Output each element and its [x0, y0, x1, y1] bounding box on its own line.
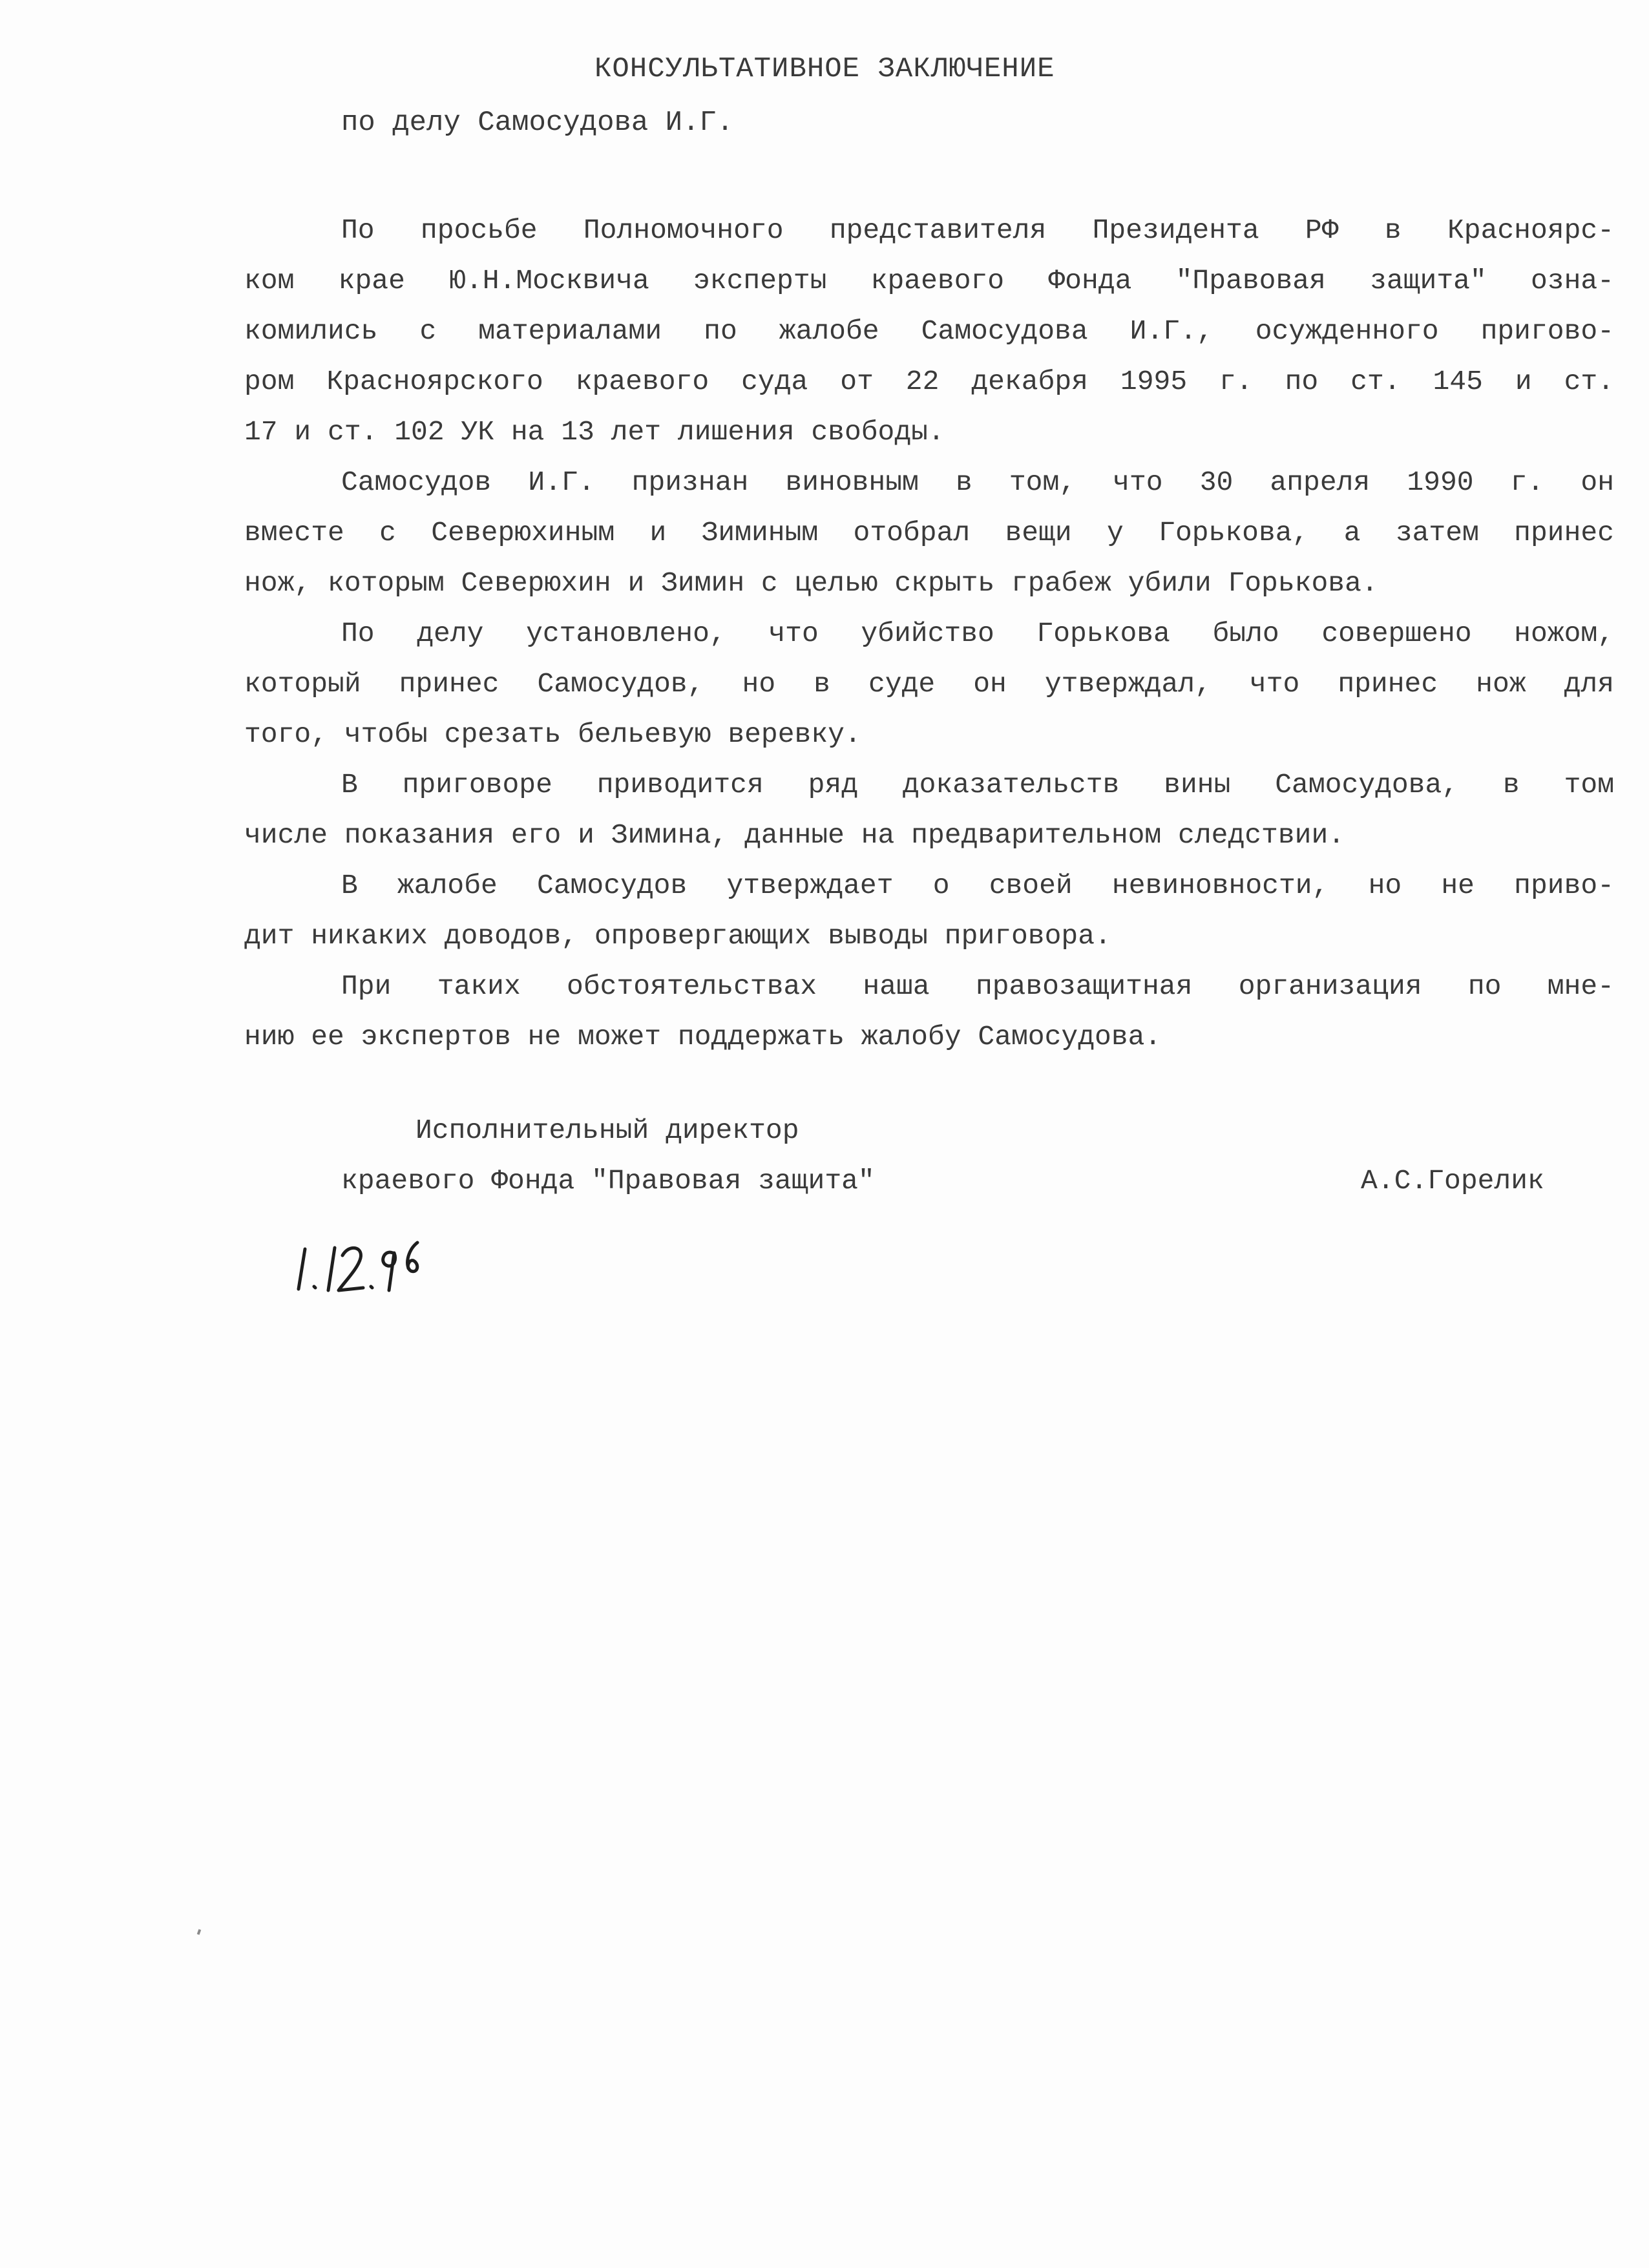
paragraph-3-line-2: который принес Самосудов, но в суде он утверждал, что принес нож для: [244, 668, 1614, 700]
paragraph-1-line-1: По просьбе Полномочного представителя Президента РФ в Красноярс-: [341, 215, 1614, 246]
paragraph-5-line-2: дит никаких доводов, опровергающих выводы приговора.: [244, 920, 1111, 952]
signatory-position: Исполнительный директор: [415, 1115, 799, 1146]
paragraph-2-line-3: нож, которым Северюхин и Зимин с целью скрыть грабеж убили Горькова.: [244, 567, 1378, 599]
paragraph-6-line-2: нию ее экспертов не может поддержать жалобу Самосудова.: [244, 1021, 1162, 1053]
paragraph-1-line-2: ком крае Ю.Н.Москвича эксперты краевого Фонда "Правовая защита" озна-: [244, 265, 1614, 297]
signatory-name: А.С.Горелик: [1361, 1165, 1544, 1197]
paragraph-3-line-1: По делу установлено, что убийство Горькова было совершено ножом,: [341, 618, 1614, 649]
paragraph-1-line-4: ром Красноярского краевого суда от 22 декабря 1995 г. по ст. 145 и ст.: [244, 366, 1614, 397]
paragraph-4-line-1: В приговоре приводится ряд доказательств вины Самосудова, в том: [341, 769, 1614, 801]
paragraph-2-line-2: вместе с Северюхиным и Зиминым отобрал вещи у Горькова, а затем принес: [244, 517, 1614, 549]
scan-speck: [197, 1929, 201, 1935]
paragraph-3-line-3: того, чтобы срезать бельевую веревку.: [244, 719, 861, 750]
paragraph-4-line-2: числе показания его и Зимина, данные на предварительном следствии.: [244, 819, 1345, 851]
handwritten-date: [291, 1231, 439, 1302]
paragraph-2-line-1: Самосудов И.Г. признан виновным в том, что 30 апреля 1990 г. он: [341, 467, 1614, 498]
document-subtitle: по делу Самосудова И.Г.: [341, 107, 734, 139]
paragraph-1-line-3: комились с материалами по жалобе Самосудова И.Г., осужденного пригово-: [244, 315, 1614, 347]
document-body: [244, 205, 1614, 1062]
paragraph-5-line-1: В жалобе Самосудов утверждает о своей невиновности, но не приво-: [341, 870, 1614, 901]
signatory-organization: краевого Фонда "Правовая защита": [341, 1165, 875, 1197]
paragraph-6-line-1: При таких обстоятельствах наша правозащитная организация по мне-: [341, 971, 1614, 1002]
paragraph-1-line-5: 17 и ст. 102 УК на 13 лет лишения свободы.: [244, 416, 945, 448]
document-title: КОНСУЛЬТАТИВНОЕ ЗАКЛЮЧЕНИЕ: [594, 53, 1055, 85]
